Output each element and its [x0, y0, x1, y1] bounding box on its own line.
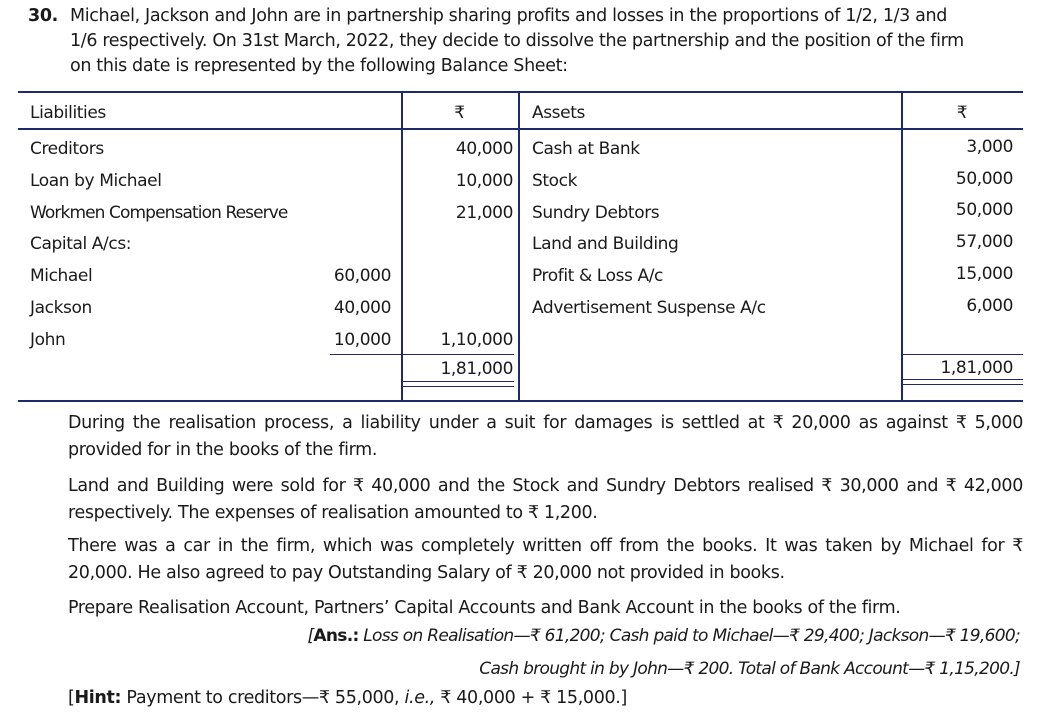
question-line-2: 1/6 respectively. On 31st March, 2022, they decide to dissolve the partnership and the position of the firm: [70, 31, 964, 51]
question-number: 30.: [28, 6, 58, 26]
paragraph-suit-damages: During the realisation process, a liability under a suit for damages is settled at ₹ 20,000 as against ₹ 5,000 provided for in the books of the firm.: [68, 413, 1023, 460]
partner-capital-label: John: [30, 330, 66, 350]
assets-total-double-rule-1: [901, 379, 1023, 380]
asset-label: Stock: [532, 171, 578, 191]
assets-total-double-rule-2: [901, 384, 1023, 385]
asset-label: Cash at Bank: [532, 139, 640, 159]
answer-line-1: [Ans.: Loss on Realisation—₹ 61,200; Cash paid to Michael—₹ 29,400; Jackson—₹ 19,600;: [307, 626, 1020, 646]
capital-total-amount: 1,10,000: [440, 330, 513, 350]
table-bottom-rule: [18, 400, 1023, 402]
liab-total-double-rule-2: [401, 386, 514, 387]
partner-capital-label: Michael: [30, 266, 93, 286]
asset-amount: 3,000: [966, 137, 1013, 157]
asset-label: Profit & Loss A/c: [532, 266, 664, 286]
hint-line: [Hint: Payment to creditors—₹ 55,000, i.e., ₹ 40,000 + ₹ 15,000.]: [68, 688, 627, 708]
balance-sheet-table: [18, 91, 1023, 402]
question-line-3: on this date is represented by the following Balance Sheet:: [70, 56, 568, 76]
header-assets-currency: ₹: [956, 103, 968, 123]
header-liabilities-currency: ₹: [454, 103, 465, 123]
answer-label: Ans.:: [313, 626, 359, 646]
header-assets: Assets: [532, 103, 585, 123]
assets-total: 1,81,000: [940, 358, 1013, 378]
liab-total-double-rule-1: [401, 381, 514, 382]
asset-label: Advertisement Suspense A/c: [532, 298, 766, 318]
asset-amount: 15,000: [955, 264, 1013, 284]
answer-line-2: Cash brought in by John—₹ 200. Total of Bank Account—₹ 1,15,200.]: [479, 659, 1020, 679]
paragraph-asset-realisation: Land and Building were sold for ₹ 40,000 and the Stock and Sundry Debtors realised ₹ 30,000 and ₹ 42,000 respectively. The expenses of realisation amounted to ₹ 1,200.: [68, 476, 1023, 523]
asset-amount: 6,000: [966, 296, 1013, 316]
partner-capital-label: Jackson: [30, 298, 92, 318]
partner-capital-amount: 40,000: [333, 298, 391, 318]
assets-subtotal-rule: [901, 354, 1023, 355]
liability-amount: 21,000: [455, 203, 513, 223]
header-liabilities: Liabilities: [30, 103, 106, 123]
table-top-rule: [18, 91, 1023, 93]
liability-amount: 40,000: [455, 139, 513, 159]
liab-amount-right-rule: [518, 91, 520, 400]
partner-capital-amount: 60,000: [333, 266, 391, 286]
paragraph-car-salary: There was a car in the firm, which was completely written off from the books. It was taken by Michael for ₹ 20,000. He also agreed to pay Outstanding Salary of ₹ 20,000 not provided in books.: [68, 536, 1023, 583]
asset-amount: 57,000: [955, 232, 1013, 252]
asset-amount: 50,000: [955, 200, 1013, 220]
liability-label: Capital A/cs:: [30, 234, 132, 254]
question-line-1: 30. Michael, Jackson and John are in partnership sharing profits and losses in the proportions of 1/2, 1/3 and: [28, 4, 1028, 29]
question-intro: [28, 4, 1028, 79]
liability-label: Creditors: [30, 139, 104, 159]
asset-amount: 50,000: [955, 169, 1013, 189]
partner-capital-amount: 10,000: [333, 330, 391, 350]
capital-subtotal-rule: [330, 354, 514, 355]
header-bottom-rule: [18, 128, 1023, 130]
paragraph-instruction: Prepare Realisation Account, Partners’ Capital Accounts and Bank Account in the books of the firm.: [68, 598, 901, 618]
liability-label: Workmen Compensation Reserve: [30, 203, 288, 223]
hint-label: Hint:: [74, 688, 122, 708]
liability-amount: 10,000: [455, 171, 513, 191]
liability-label: Loan by Michael: [30, 171, 162, 191]
asset-label: Sundry Debtors: [532, 203, 660, 223]
asset-label: Land and Building: [532, 234, 679, 254]
liabilities-total: 1,81,000: [440, 359, 513, 379]
